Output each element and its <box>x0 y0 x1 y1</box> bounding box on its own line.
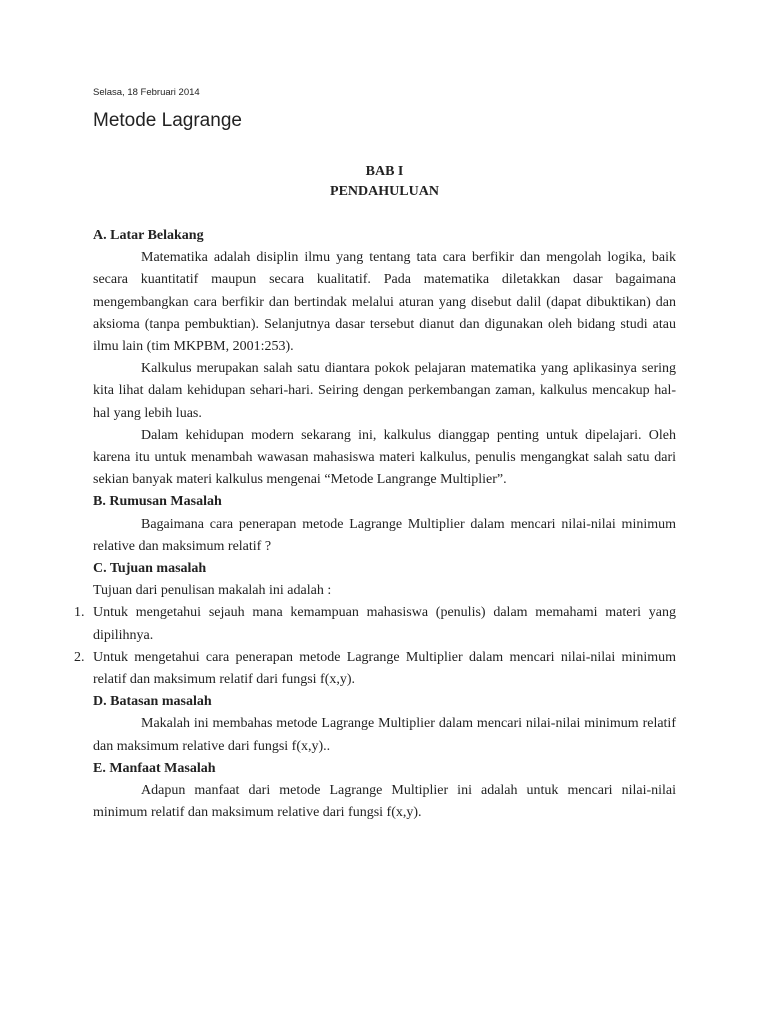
paragraph: Kalkulus merupakan salah satu diantara pokok pelajaran matematika yang aplikasinya sering kita lihat dalam kehidupan sehari-hari. Seiring dengan perkembangan zaman, kalkulus mencakup hal-hal yang lebih luas. <box>93 361 676 421</box>
paragraph: Tujuan dari penulisan makalah ini adalah : <box>93 583 332 599</box>
chapter-title: PENDAHULUAN <box>330 184 439 199</box>
section-heading: A. Latar Belakang <box>93 228 204 243</box>
list-number: 2. <box>74 649 85 665</box>
document-page <box>74 162 676 824</box>
paragraph: Dalam kehidupan modern sekarang ini, kalkulus dianggap penting untuk dipelajari. Oleh karena itu untuk menambah wawasan mahasiswa materi kalkulus, penulis mengangkat salah satu dari sekian banyak materi kalkulus mengenai “Metode Langrange Multiplier”. <box>93 427 676 488</box>
section-heading: B. Rumusan Masalah <box>93 494 222 510</box>
paragraph: Matematika adalah disiplin ilmu yang tentang tata cara berfikir dan mengolah logika, baik secara kuantitatif maupun secara kualitatif. Pada matematika diletakkan dasar bagaimana mengembangkan cara berfikir dan bertindak melalui aturan yang disebut dalil (dapat dibuktikan) dan aksioma (tanpa pembuktian). Selanjutnya dasar tersebut dianut dan digunakan oleh bidang studi atau ilmu lain (tim MKPBM, 2001:253). <box>93 250 676 355</box>
list-item <box>74 647 676 691</box>
post-title: Metode Lagrange <box>93 110 242 131</box>
section-heading: C. Tujuan masalah <box>93 561 207 577</box>
section-heading: D. Batasan masalah <box>93 694 212 710</box>
paragraph: Makalah ini membahas metode Lagrange Multiplier dalam mencari nilai-nilai minimum relatif dan maksimum relative dari fungsi f(x,y).. <box>93 716 676 754</box>
section-tujuan-masalah <box>74 558 676 691</box>
section-heading: E. Manfaat Masalah <box>93 760 216 776</box>
paragraph: Adapun manfaat dari metode Lagrange Multiplier ini adalah untuk mencari nilai-nilai minimum relatif dan maksimum relative dari fungsi f(x,y). <box>93 783 676 821</box>
numbered-list <box>74 602 676 691</box>
list-item <box>74 602 676 646</box>
list-item-text: Untuk mengetahui cara penerapan metode Lagrange Multiplier dalam mencari nilai-nilai minimum relatif dan maksimum relatif dari fungsi f(x,y). <box>93 649 676 688</box>
paragraph: Bagaimana cara penerapan metode Lagrange Multiplier dalam mencari nilai-nilai minimum relative dan maksimum relatif ? <box>93 516 676 554</box>
chapter-number: BAB I <box>365 164 404 179</box>
list-number: 1. <box>74 605 85 621</box>
section-rumusan-masalah <box>93 491 676 558</box>
list-item-text: Untuk mengetahui sejauh mana kemampuan mahasiswa (penulis) dalam memahami materi yang dipilihnya. <box>93 605 676 643</box>
post-date: Selasa, 18 Februari 2014 <box>93 87 200 98</box>
section-batasan-masalah <box>93 691 676 758</box>
section-manfaat-masalah <box>93 758 676 825</box>
section-latar-belakang <box>93 225 676 491</box>
